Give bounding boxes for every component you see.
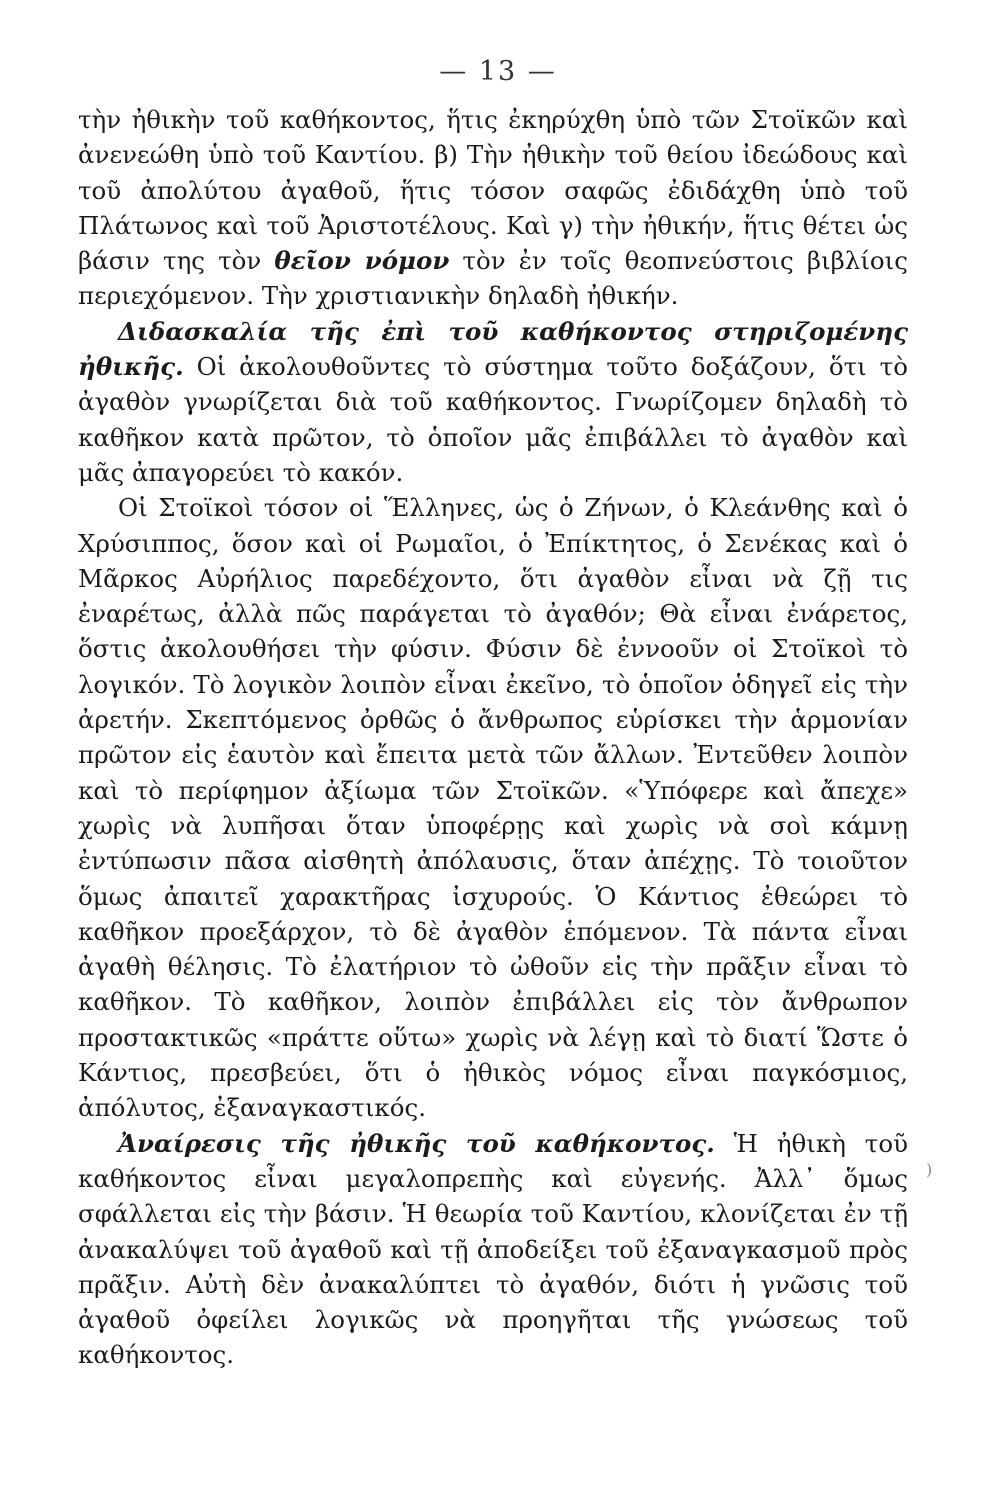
page-number: — 13 — — [439, 56, 557, 87]
paragraph-1-part-2: τὸν ἐν τοῖς θεοπνεύστοις βιβλίοις περιεχόμενον. Τὴν χριστιανικὴν δηλαδὴ ἠθικήν. — [78, 246, 909, 311]
paragraph-4 — [78, 1126, 908, 1373]
text-body — [78, 102, 908, 1373]
paragraph-3 — [78, 490, 908, 1125]
margin-mark: ) — [926, 1160, 933, 1179]
paragraph-3-body: Οἱ Στοϊκοὶ τόσον οἱ Ἕλληνες, ὡς ὁ Ζήνων, ὁ Κλεάνθης καὶ ὁ Χρύσιππος, ὅσον καὶ οἱ Ρωμαῖοι, ὁ Ἐπίκτητος, ὁ Σενέκας καὶ ὁ Μᾶρκος Αὐρήλιος παρεδέχοντο, ὅτι ἀγαθὸν εἶναι νὰ ζῇ τις ἐναρέτως, ἀλλὰ πῶς παράγεται τὸ ἀγαθόν; Θὰ εἶναι ἐνάρετος, ὅστις ἀκολουθήσει τὴν φύσιν. Φύσιν δὲ ἐννοοῦν οἱ Στοϊκοὶ τὸ λογικόν. Τὸ λογικὸν λοιπὸν εἶναι ἐκεῖνο, τὸ ὁποῖον ὁδηγεῖ εἰς τὴν ἀρετήν. Σκεπτόμενος ὀρθῶς ὁ ἄνθρωπος εὑρίσκει τὴν ἁρμονίαν πρῶτον εἰς ἑαυτὸν καὶ ἔπειτα μετὰ τῶν ἄλλων. Ἐντεῦθεν λοιπὸν καὶ τὸ περίφημον ἀξίωμα τῶν Στοϊκῶν. «Ὑπόφερε καὶ ἄπεχε» χωρὶς νὰ λυπῆσαι ὅταν ὑποφέρῃς καὶ χωρὶς νὰ σοὶ κάμνῃ ἐντύπωσιν πᾶσα αἰσθητὴ ἀπόλαυσις, ὅταν ἀπέχῃς. Τὸ τοιοῦτον ὅμως ἀπαιτεῖ χαρακτῆρας ἰσχυρούς. Ὁ Κάντιος ἐθεώρει τὸ καθῆκον προεξάρχον, τὸ δὲ ἀγαθὸν ἑπόμενον. Τὰ πάντα εἶναι ἀγαθὴ θέλησις. Τὸ ἐλατήριον τὸ ὠθοῦν εἰς τὴν πρᾶξιν εἶναι τὸ καθῆκον. Τὸ καθῆκον, λοιπὸν ἐπιβάλλει εἰς τὸν ἄνθρωπον προστακτικῶς «πράττε οὕτω» χωρὶς νὰ λέγῃ καὶ τὸ διατί Ὥστε ὁ Κάντιος, πρεσβεύει, ὅτι ὁ ἠθικὸς νόμος εἶναι παγκόσμιος, ἀπόλυτος, ἐξαναγκαστικός. — [78, 493, 908, 1123]
section-heading-duty-teaching: Διδασκαλία τῆς ἐπὶ τοῦ καθήκοντος στηριζομένης ἠθικῆς. — [78, 316, 908, 382]
paragraph-2 — [78, 314, 908, 490]
paragraph-4-body: Ἡ ἠθικὴ τοῦ καθήκοντος εἶναι μεγαλοπρεπὴς καὶ εὐγενής. Ἀλλ᾽ ὅμως σφάλλεται εἰς τὴν βάσιν. Ἡ θεωρία τοῦ Καντίου, κλονίζεται ἐν τῇ ἀνακαλύψει τοῦ ἀγαθοῦ καὶ τῇ ἀποδείξει τοῦ ἐξαναγκασμοῦ πρὸς πρᾶξιν. Αὐτὴ δὲν ἀνακαλύπτει τὸ ἀγαθόν, διότι ἡ γνῶσις τοῦ ἀγαθοῦ ὀφείλει λογικῶς νὰ προηγῆται τῆς γνώσεως τοῦ καθήκοντος. — [78, 1128, 908, 1370]
paragraph-1-part-1: τὴν ἠθικὴν τοῦ καθήκοντος, ἥτις ἐκηρύχθη ὑπὸ τῶν Στοϊκῶν καὶ ἀνενεώθη ὑπὸ τοῦ Καντίου. β) Τὴν ἠθικὴν τοῦ θείου ἰδεώδους καὶ τοῦ ἀπολύτου ἀγαθοῦ, ἥτις τόσον σαφῶς ἐδιδάχθη ὑπὸ τοῦ Πλάτωνος καὶ τοῦ Ἀριστοτέλους. Καὶ γ) τὴν ἠθικήν, ἥτις θέτει ὡς βάσιν της τὸν — [78, 105, 908, 276]
paragraph-1 — [78, 102, 908, 314]
section-heading-refutation: Ἀναίρεσις τῆς ἠθικῆς τοῦ καθήκοντος. — [118, 1128, 715, 1158]
paragraph-2-body: Οἱ ἀκολουθοῦντες τὸ σύστημα τοῦτο δοξάζουν, ὅτι τὸ ἀγαθὸν γνωρίζεται διὰ τοῦ καθήκοντος. Γνωρίζομεν δηλαδὴ τὸ καθῆκον κατὰ πρῶτον, τὸ ὁποῖον μᾶς ἐπιβάλλει τὸ ἀγαθὸν καὶ μᾶς ἀπαγορεύει τὸ κακόν. — [78, 352, 908, 487]
emphasis-divine-law: θεῖον νόμον — [274, 246, 450, 276]
